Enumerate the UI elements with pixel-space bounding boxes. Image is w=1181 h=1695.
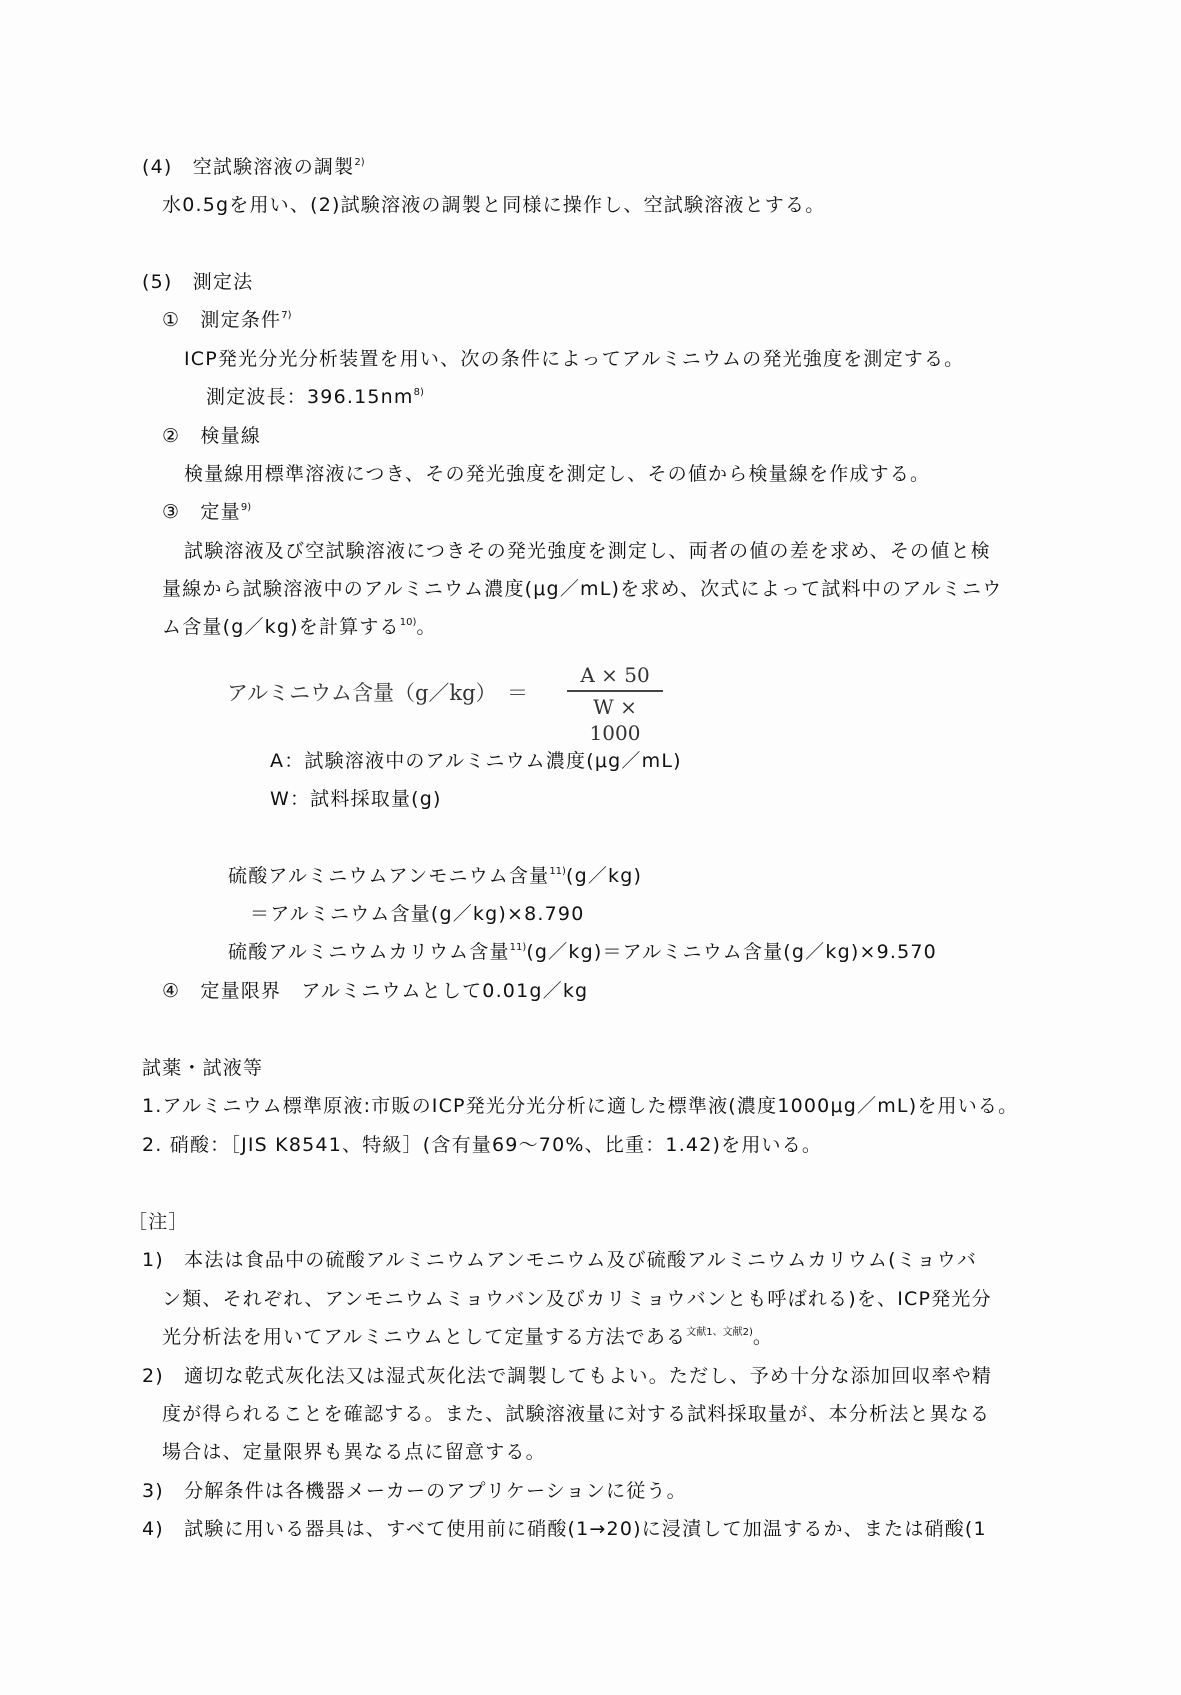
formula-numerator: A × 50 <box>580 663 650 687</box>
footnote-ref: 10) <box>399 617 417 628</box>
literature-ref: 文献1、文献2) <box>686 1327 753 1338</box>
note-4: 4) 試験に用いる器具は、すべて使用前に硝酸(1→20)に浸漬して加温するか、または硝酸(1 <box>142 1518 987 1540</box>
note-2-line-3: 場合は、定量限界も異なる点に留意する。 <box>162 1441 546 1463</box>
footnote-ref: 7) <box>281 310 292 321</box>
potassium-formula: (g／kg)＝アルミニウム含量(g／kg)×9.570 <box>526 941 937 963</box>
item-1-body: ICP発光分光分析装置を用い、次の条件によってアルミニウムの発光強度を測定する。 <box>184 348 965 370</box>
ammonium-content-line-1 <box>228 864 642 888</box>
footnote-ref: 9) <box>240 502 252 513</box>
footnote-ref: 11) <box>509 942 527 953</box>
note-1-line-3 <box>162 1325 773 1349</box>
note-1-line-1: 1) 本法は食品中の硫酸アルミニウムアンモニウム及び硫酸アルミニウムカリウム(ミョウバ <box>142 1249 978 1271</box>
note-text: 光分析法を用いてアルミニウムとして定量する方法である <box>162 1326 687 1348</box>
item-3-body-line-1: 試験溶液及び空試験溶液につきその発光強度を測定し、両者の値の差を求め、その値と検 <box>184 540 991 562</box>
item-3-body-line-3 <box>162 615 437 639</box>
item-3-heading <box>162 500 251 524</box>
fraction-bar <box>567 690 663 692</box>
item-2-body: 検量線用標準溶液につき、その発光強度を測定し、その値から検量線を作成する。 <box>184 463 931 485</box>
reagent-item-1: 1.アルミニウム標準原液:市販のICP発光分光分析に適した標準液(濃度1000μg／mL)を用いる。 <box>142 1095 1019 1117</box>
formula-fraction <box>567 662 663 745</box>
item-3-heading-text: ③ 定量 <box>162 501 241 523</box>
note-3: 3) 分解条件は各機器メーカーのアプリケーションに従う。 <box>142 1480 687 1502</box>
reagents-heading: 試薬・試液等 <box>142 1057 264 1079</box>
item-2-heading: ② 検量線 <box>162 425 262 447</box>
body-text-end: 。 <box>416 616 437 638</box>
measurement-wavelength <box>206 385 424 409</box>
wavelength-text: 測定波長：396.15nm <box>206 386 414 408</box>
ammonium-text: 硫酸アルミニウムアンモニウム含量 <box>228 865 550 887</box>
item-3-body-line-2: 量線から試験溶液中のアルミニウム濃度(μg／mL)を求め、次式によって試料中のアルミニウ <box>162 578 1003 600</box>
potassium-content-line <box>228 940 937 964</box>
formula-equals: ＝ <box>507 681 528 705</box>
formula-denominator: W × 1000 <box>589 695 641 745</box>
variable-a-definition: A：試験溶液中のアルミニウム濃度(μg／mL) <box>270 750 682 772</box>
potassium-text: 硫酸アルミニウムカリウム含量 <box>228 941 510 963</box>
item-4-quantitation-limit: ④ 定量限界 アルミニウムとして0.01g／kg <box>162 980 589 1002</box>
ammonium-unit: (g／kg) <box>565 865 643 887</box>
section-5-heading: (5) 測定法 <box>142 271 254 293</box>
variable-w-definition: W：試料採取量(g) <box>270 788 442 810</box>
section-4-heading-text: (4) 空試験溶液の調製 <box>142 156 355 178</box>
section-4-body: 水0.5gを用い、(2)試験溶液の調製と同様に操作し、空試験溶液とする。 <box>162 194 826 216</box>
reagent-item-2: 2. 硝酸：［JIS K8541、特級］(含有量69～70%、比重：1.42)を用いる。 <box>142 1134 823 1156</box>
formula-lhs: アルミニウム含量（g／kg） <box>227 681 497 705</box>
aluminium-content-formula <box>222 662 652 745</box>
note-2-line-1: 2) 適切な乾式灰化法又は湿式灰化法で調製してもよい。ただし、予め十分な添加回収率や精 <box>142 1365 993 1387</box>
footnote-ref: 2) <box>354 157 365 168</box>
notes-heading: ［注］ <box>128 1211 189 1233</box>
ammonium-content-line-2: ＝アルミニウム含量(g／kg)×8.790 <box>250 903 585 925</box>
body-text: ム含量(g／kg)を計算する <box>162 616 400 638</box>
note-2-line-2: 度が得られることを確認する。また、試験溶液量に対する試料採取量が、本分析法と異なる <box>162 1403 991 1425</box>
item-1-heading <box>162 308 292 332</box>
footnote-ref: 11) <box>549 866 566 877</box>
footnote-ref: 8) <box>413 387 424 398</box>
note-1-line-2: ン類、それぞれ、アンモニウムミョウバン及びカリミョウバンとも呼ばれる)を、ICP発光分 <box>162 1288 992 1310</box>
item-1-heading-text: ① 測定条件 <box>162 309 282 331</box>
section-4-heading <box>142 155 365 179</box>
note-text-end: 。 <box>752 1326 774 1348</box>
